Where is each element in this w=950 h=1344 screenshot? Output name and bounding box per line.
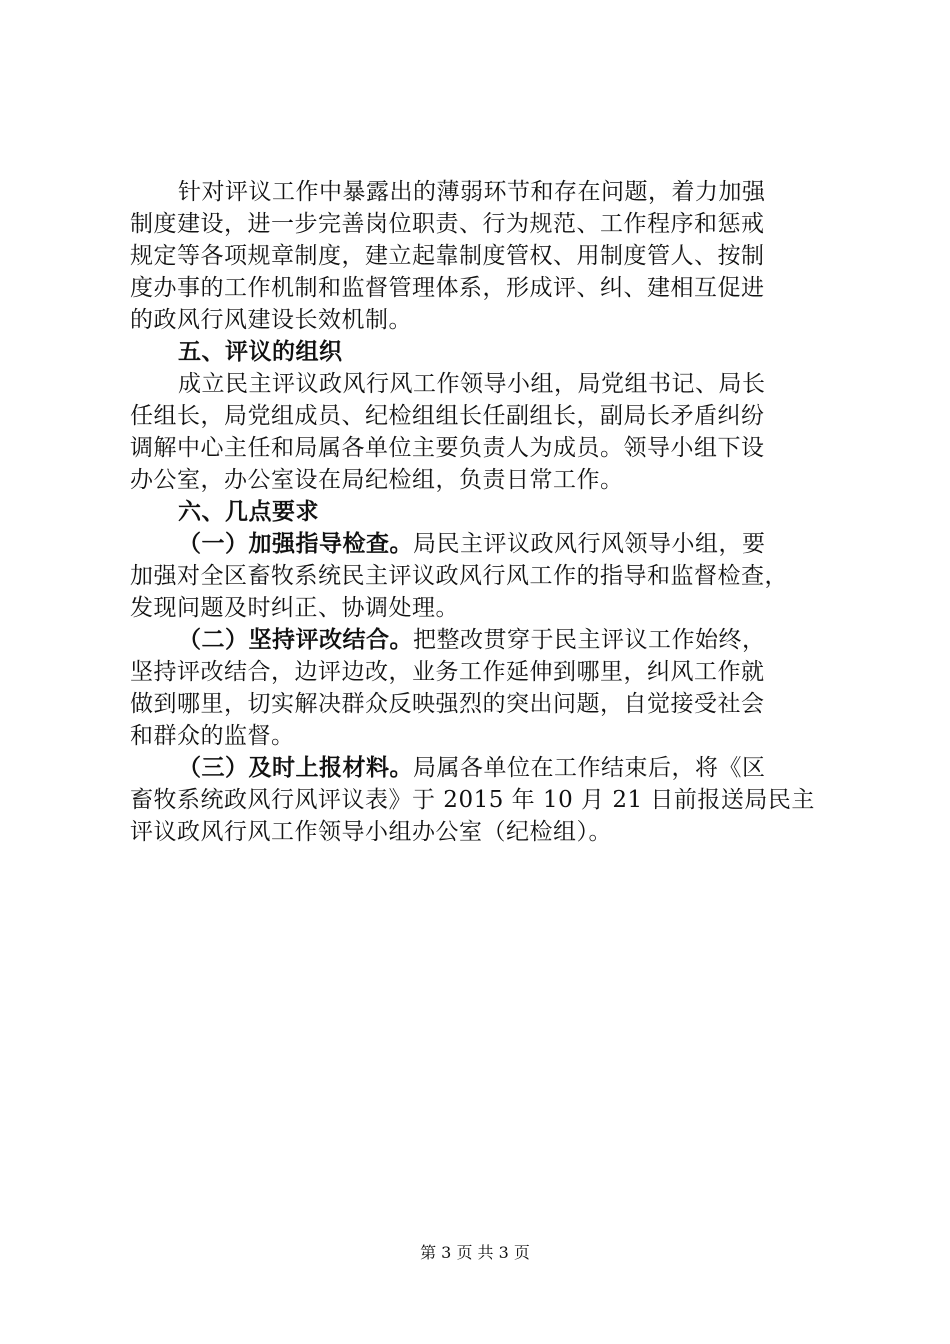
text-line [130,752,834,784]
text-line: 度办事的工作机制和监督管理体系，形成评、纠、建相互促进 [130,275,765,301]
paragraph-organization [130,368,834,496]
text-line [130,624,834,656]
text-line: 做到哪里，切实解决群众反映强烈的突出问题，自觉接受社会 [130,691,765,717]
requirement-text: 把整改贯穿于民主评议工作始终， [413,627,766,653]
text-line: 的政风行风建设长效机制。 [130,307,412,333]
section-heading-organization: 五、评议的组织 [178,339,343,365]
paragraph-institution-building [130,176,834,336]
text-line: 调解中心主任和局属各单位主要负责人为成员。领导小组下设 [130,435,765,461]
document-body [130,176,834,848]
section-heading-requirements: 六、几点要求 [178,499,319,525]
text-line: 成立民主评议政风行风工作领导小组，局党组书记、局长 [178,371,766,397]
text-line: 评议政风行风工作领导小组办公室（纪检组）。 [130,819,612,845]
text-line: 任组长，局党组成员、纪检组组长任副组长，副局长矛盾纠纷 [130,403,765,429]
text-line: 规定等各项规章制度，建立起靠制度管权、用制度管人、按制 [130,243,765,269]
text-line: 和群众的监督。 [130,723,295,749]
text-line: 制度建设，进一步完善岗位职责、行为规范、工作程序和惩戒 [130,211,765,237]
requirement-title: （二）坚持评改结合。 [178,627,413,653]
text-line: 针对评议工作中暴露出的薄弱环节和存在问题，着力加强 [178,179,766,205]
text-line [130,528,834,560]
text-line: 发现问题及时纠正、协调处理。 [130,595,459,621]
requirement-title: （一）加强指导检查。 [178,531,413,557]
text-line: 坚持评改结合，边评边改，业务工作延伸到哪里，纠风工作就 [130,659,765,685]
requirement-item-1 [130,528,834,624]
requirement-item-3 [130,752,834,848]
requirement-text: 局民主评议政风行风领导小组，要 [413,531,766,557]
text-line: 加强对全区畜牧系统民主评议政风行风工作的指导和监督检查， [130,563,788,589]
requirement-item-2 [130,624,834,752]
requirement-text: 局属各单位在工作结束后，将《区 [413,755,766,781]
page-number-footer: 第 3 页 共 3 页 [420,1243,530,1262]
text-line: 办公室，办公室设在局纪检组，负责日常工作。 [130,467,624,493]
text-line: 畜牧系统政风行风评议表》于 2015 年 10 月 21 日前报送局民主 [130,787,815,813]
requirement-title: （三）及时上报材料。 [178,755,413,781]
